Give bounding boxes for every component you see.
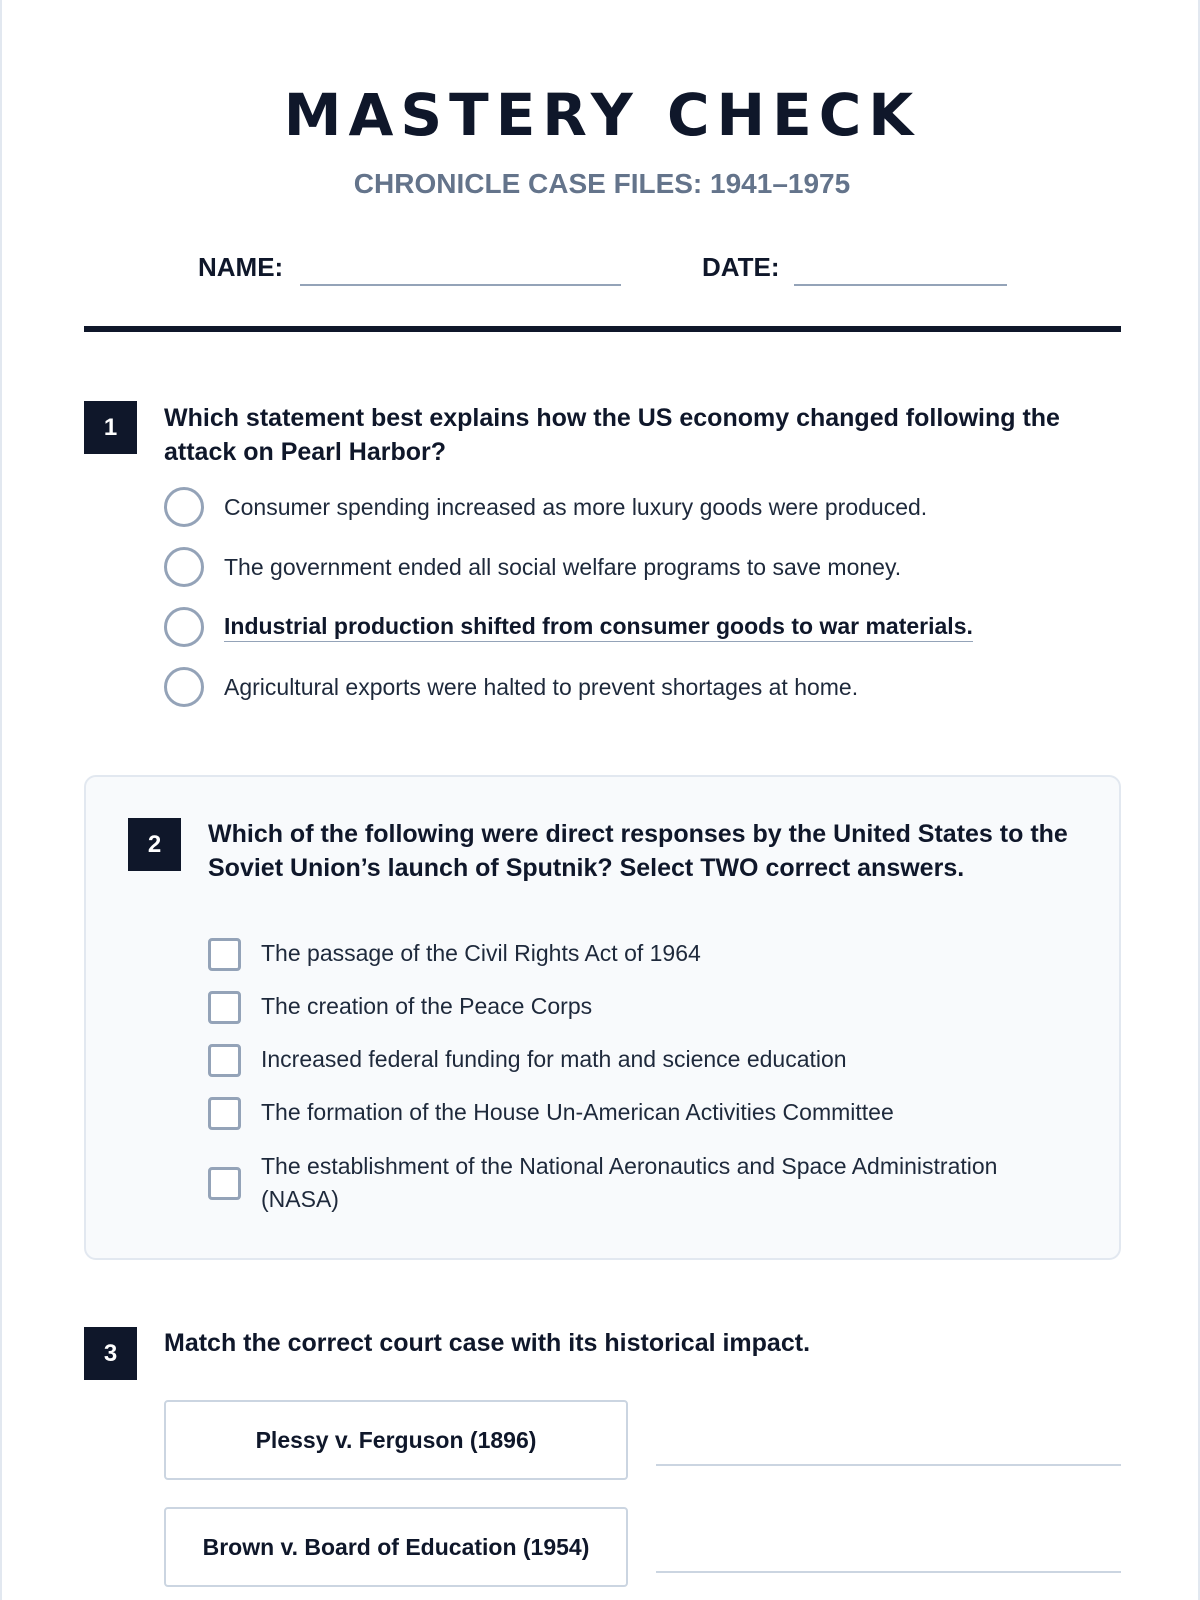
q2-option-b-checkbox[interactable] <box>208 991 241 1024</box>
q1-option-a-label: Consumer spending increased as more luxury goods were produced. <box>224 494 928 520</box>
date-label: DATE: <box>702 252 780 282</box>
q2-option-b-label: The creation of the Peace Corps <box>261 993 593 1019</box>
page-subtitle: CHRONICLE CASE FILES: 1941–1975 <box>353 168 851 199</box>
q2-option-d-checkbox[interactable] <box>208 1097 241 1130</box>
q1-option-a-radio[interactable] <box>164 487 204 527</box>
court-case-card-1: Plessy v. Ferguson (1896) <box>164 1400 628 1480</box>
q2-option-e-checkbox[interactable] <box>208 1167 241 1200</box>
q1-option-c-radio[interactable] <box>164 607 204 647</box>
q1-option-c-label: Industrial production shifted from consumer goods to war materials. <box>224 611 973 642</box>
match-answer-line-2[interactable] <box>656 1571 1121 1573</box>
q2-option-c-checkbox[interactable] <box>208 1044 241 1077</box>
question-3-text: Match the correct court case with its historical impact. <box>164 1329 811 1357</box>
q1-option-d-radio[interactable] <box>164 667 204 707</box>
question-2-text: Which of the following were direct responses by the United States to the Soviet Union’s launch of Sputnik? Select TWO correct answers. <box>208 820 1068 882</box>
question-1-number: 1 <box>84 401 137 454</box>
q1-option-b-label: The government ended all social welfare programs to save money. <box>224 554 902 580</box>
question-2-number: 2 <box>128 818 181 871</box>
question-1-text: Which statement best explains how the US economy changed following the attack on Pearl Harbor? <box>164 404 1060 466</box>
date-field[interactable] <box>794 284 1007 286</box>
q2-option-c-label: Increased federal funding for math and science education <box>261 1046 847 1072</box>
question-3-number: 3 <box>84 1327 137 1380</box>
q1-option-d-label: Agricultural exports were halted to prevent shortages at home. <box>224 674 859 700</box>
page-title: MASTERY CHECK <box>283 81 921 149</box>
match-answer-line-1[interactable] <box>656 1464 1121 1466</box>
q1-option-b-radio[interactable] <box>164 547 204 587</box>
q2-option-d-label: The formation of the House Un-American Activities Committee <box>261 1099 894 1125</box>
header-divider <box>84 326 1121 332</box>
name-label: NAME: <box>198 252 284 282</box>
q2-option-a-label: The passage of the Civil Rights Act of 1964 <box>261 940 701 966</box>
court-case-card-2: Brown v. Board of Education (1954) <box>164 1507 628 1587</box>
name-field[interactable] <box>300 284 621 286</box>
q2-option-e-label: The establishment of the National Aeronautics and Space Administration (NASA) <box>261 1153 998 1212</box>
q2-option-a-checkbox[interactable] <box>208 938 241 971</box>
